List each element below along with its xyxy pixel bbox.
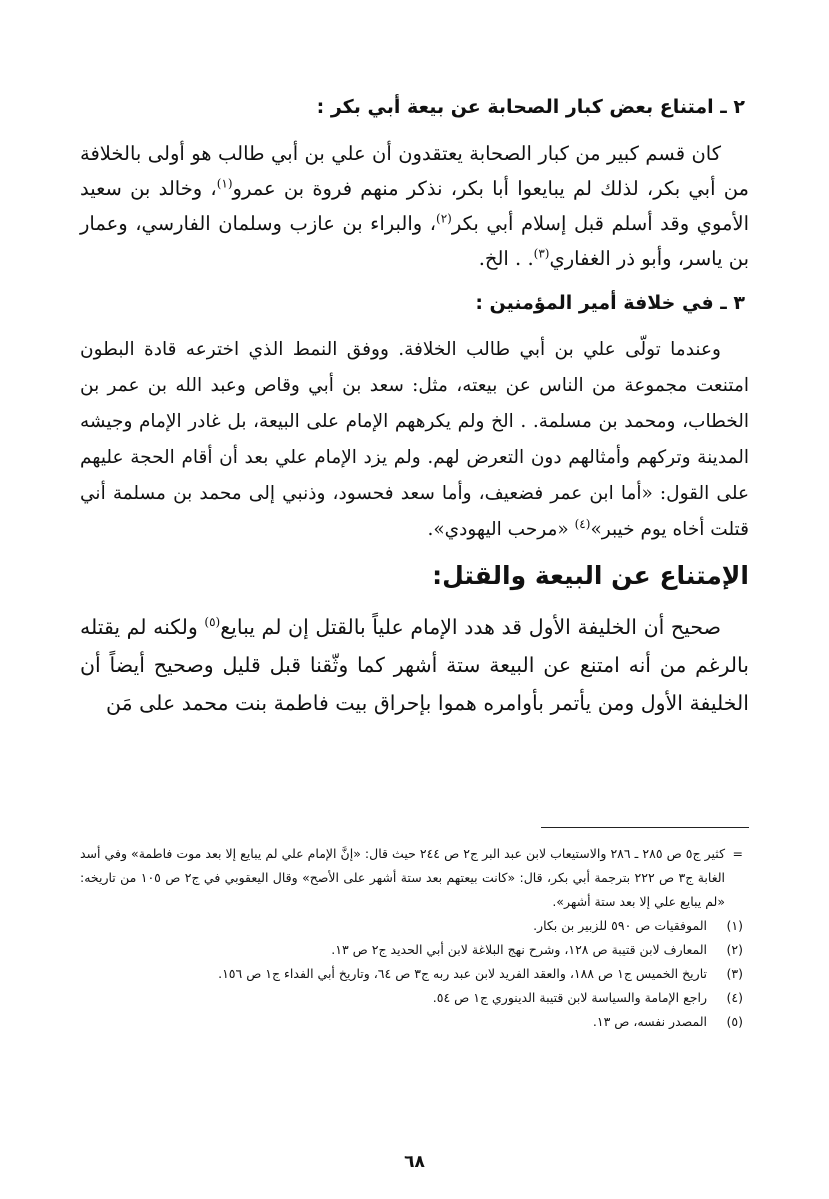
footnote-ref-4: (٤) [574,516,591,531]
footnote-number: (١) [726,918,743,933]
footnote-continuation [80,842,743,914]
footnotes [80,842,743,1034]
section-heading-caliphate-of-ali: ٣ ـ في خلافة أمير المؤمنين : [475,292,745,314]
footnote-text: راجع الإمامة والسياسة لابن قتيبة الدينوري ج١ ص ٥٤. [432,990,707,1005]
footnote-5 [80,1010,743,1034]
footnote-number: (٣) [726,966,743,981]
footnote-2 [80,938,743,962]
section-heading-companions-refusal: ٢ ـ امتناع بعض كبار الصحابة عن بيعة أبي بكر : [316,96,745,118]
footnote-ref-3: (٣) [533,246,550,261]
footnote-text: الموفقيات ص ٥٩٠ للزبير بن بكار. [533,918,707,933]
footnote-number: (٤) [726,990,743,1005]
continuation-mark: = [732,846,743,861]
footnote-text: المعارف لابن قتيبة ص ١٢٨، وشرح نهج البلاغة لابن أبي الحديد ج٢ ص ١٣. [331,942,707,957]
footnote-1 [80,914,743,938]
continuation-text: كثير ج٥ ص ٢٨٥ ـ ٢٨٦ والاستيعاب لابن عبد البر ج٢ ص ٢٤٤ حيث قال: «إنَّ الإمام علي لم يبايع إلا بعد موت فاطمة» وفي أسد الغابة ج٣ ص ٢٢٢ بترجمة أبي بكر، قال: «كانت بيعتهم بعد ستة أشهر على الأصح» وقال اليعقوبي في ج٢ ص ١٠٥ من تاريخه: «لم يبايع علي إلا بعد ستة أشهر». [80,846,726,909]
paragraph-refusal-and-killing: صحيح أن الخليفة الأول قد هدد الإمام علياً بالقتل إن لم يبايع$^{(٥)}$ ولكنه لم يقتله بالرغم من أنه امتنع عن البيعة ستة أشهر كما وثّقنا قبل قليل وصحيح أيضاً أن الخليفة الأول ومن يأتمر بأوامره هموا بإحراق بيت فاطمة بنت محمد على مَن [80,615,749,715]
paragraph-companions-refusal: كان قسم كبير من كبار الصحابة يعتقدون أن علي بن أبي طالب هو أولى بالخلافة من أبي بكر، لذلك لم يبايعوا أبا بكر، نذكر منهم فروة بن عمرو$^{(١)}$، وخالد بن سعيد الأموي وقد أسلم قبل إسلام أبي بكر$^{(٢)}$، والبراء بن عازب وسلمان الفارسي، وعمار بن ياسر، وأبو ذر الغفاري$^{(٣)}$. . الخ. [80,142,750,270]
main-text [80,92,749,722]
footnote-number: (٢) [726,942,743,957]
page-number: ٦٨ [404,1152,425,1172]
footnote-ref-5: (٥) [204,615,221,630]
section-title-refusal-and-killing: الإمتناع عن البيعة والقتل: [432,561,749,590]
footnote-ref-1: (١) [216,176,233,191]
footnote-ref-2: (٢) [436,211,452,226]
footnote-4 [80,986,743,1010]
footnote-text: المصدر نفسه، ص ١٣. [592,1014,707,1029]
footnote-text: تاريخ الخميس ج١ ص ١٨٨، والعقد الفريد لابن عبد ربه ج٣ ص ٦٤، وتاريخ أبي الفداء ج١ ص ١٥٦. [218,966,707,981]
paragraph-caliphate-of-ali: وعندما تولّى علي بن أبي طالب الخلافة. ووفق النمط الذي اخترعه قادة البطون امتنعت مجموعة من الناس عن بيعته، مثل: سعد بن أبي وقاص وعبد الله بن عمر بن الخطاب، ومحمد بن مسلمة. . الخ ولم يكرههم الإمام على البيعة، بل غادر الإمام وجيشه المدينة وتركهم وأمثالهم دون التعرض لهم. ولم يزد الإمام علي بعد أن أقام الحجة عليهم على القول: «أما ابن عمر فضعيف، وأما سعد فحسود، وذنبي إلى محمد بن مسلمة أني قتلت أخاه يوم خيبر»$^{(٤)}$ «مرحب اليهودي». [80,339,749,540]
footnote-number: (٥) [726,1014,743,1029]
footnote-separator [541,827,749,828]
footnote-3 [80,962,743,986]
